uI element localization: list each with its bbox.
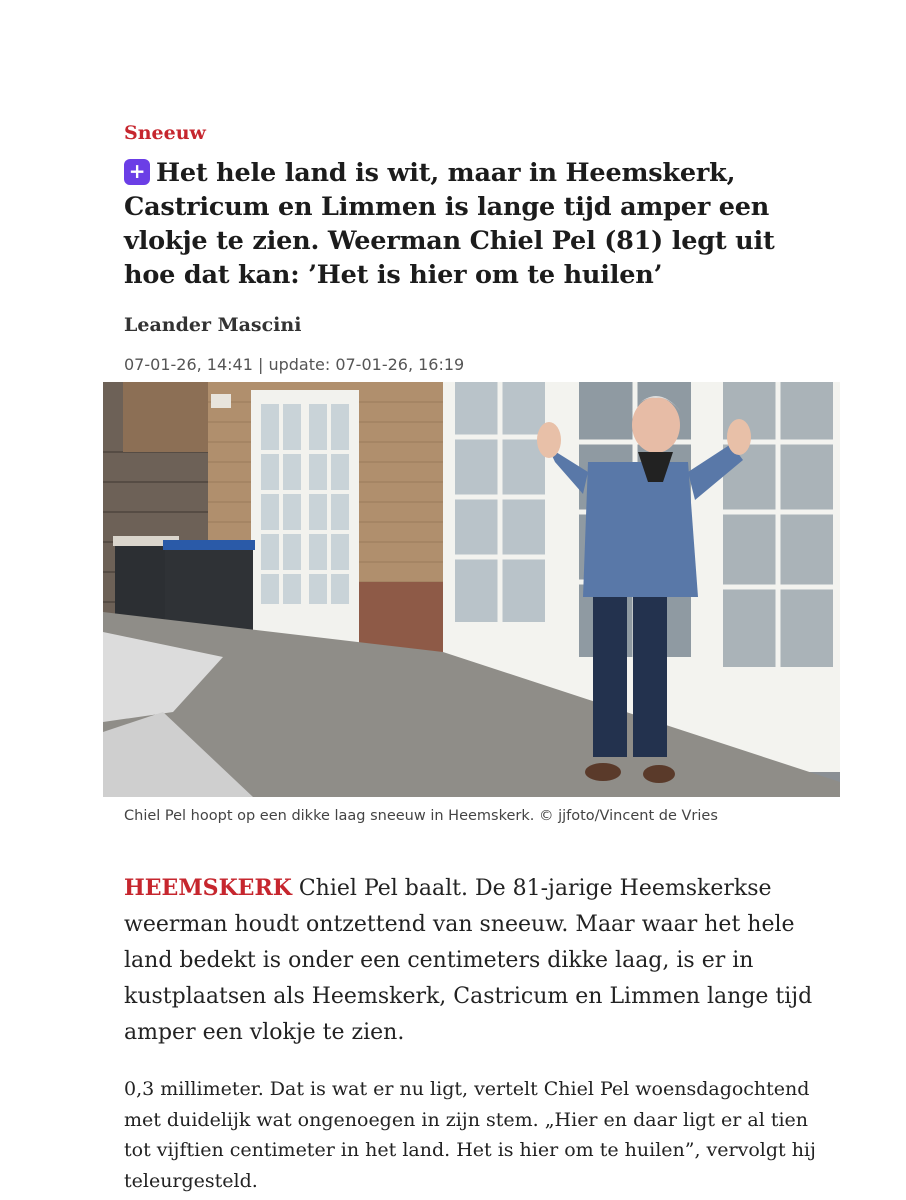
article-headline xyxy=(124,156,814,292)
article-paragraph: 0,3 millimeter. Dat is wat er nu ligt, vertelt Chiel Pel woensdagochtend met duidelijk wat ongenoegen in zijn stem. „Hier en daar ligt er al tien tot vijftien centimeter in het land. Het is hier om te huilen”, vervolgt hij teleurgesteld. xyxy=(124,1078,816,1192)
headline-text: Het hele land is wit, maar in Heemskerk, Castricum en Limmen is lange tijd amper een vlokje te zien. Weerman Chiel Pel (81) legt uit hoe dat kan: ’Het is hier om te huilen’ xyxy=(124,158,775,290)
lead-text: Chiel Pel baalt. De 81-jarige Heemskerkse weerman houdt ontzettend van sneeuw. Maar waar het hele land bedekt is onder een centimeters dikke laag, is er in kustplaatsen als Heemskerk, Castricum en Limmen lange tijd amper een vlokje te zien. xyxy=(124,876,813,1045)
section-label[interactable]: Sneeuw xyxy=(124,122,206,144)
photo-caption: Chiel Pel hoopt op een dikke laag sneeuw in Heemskerk. © jjfoto/Vincent de Vries xyxy=(124,808,718,824)
article-photo[interactable] xyxy=(103,382,840,797)
lead-place: HEEMSKERK xyxy=(124,875,292,901)
author-link[interactable]: Leander Mascini xyxy=(124,314,302,336)
publish-date: 07-01-26, 14:41 | update: 07-01-26, 16:19 xyxy=(124,355,465,374)
article-lead xyxy=(124,870,824,1051)
premium-plus-icon: + xyxy=(124,159,150,185)
photo-illustration xyxy=(103,382,840,797)
